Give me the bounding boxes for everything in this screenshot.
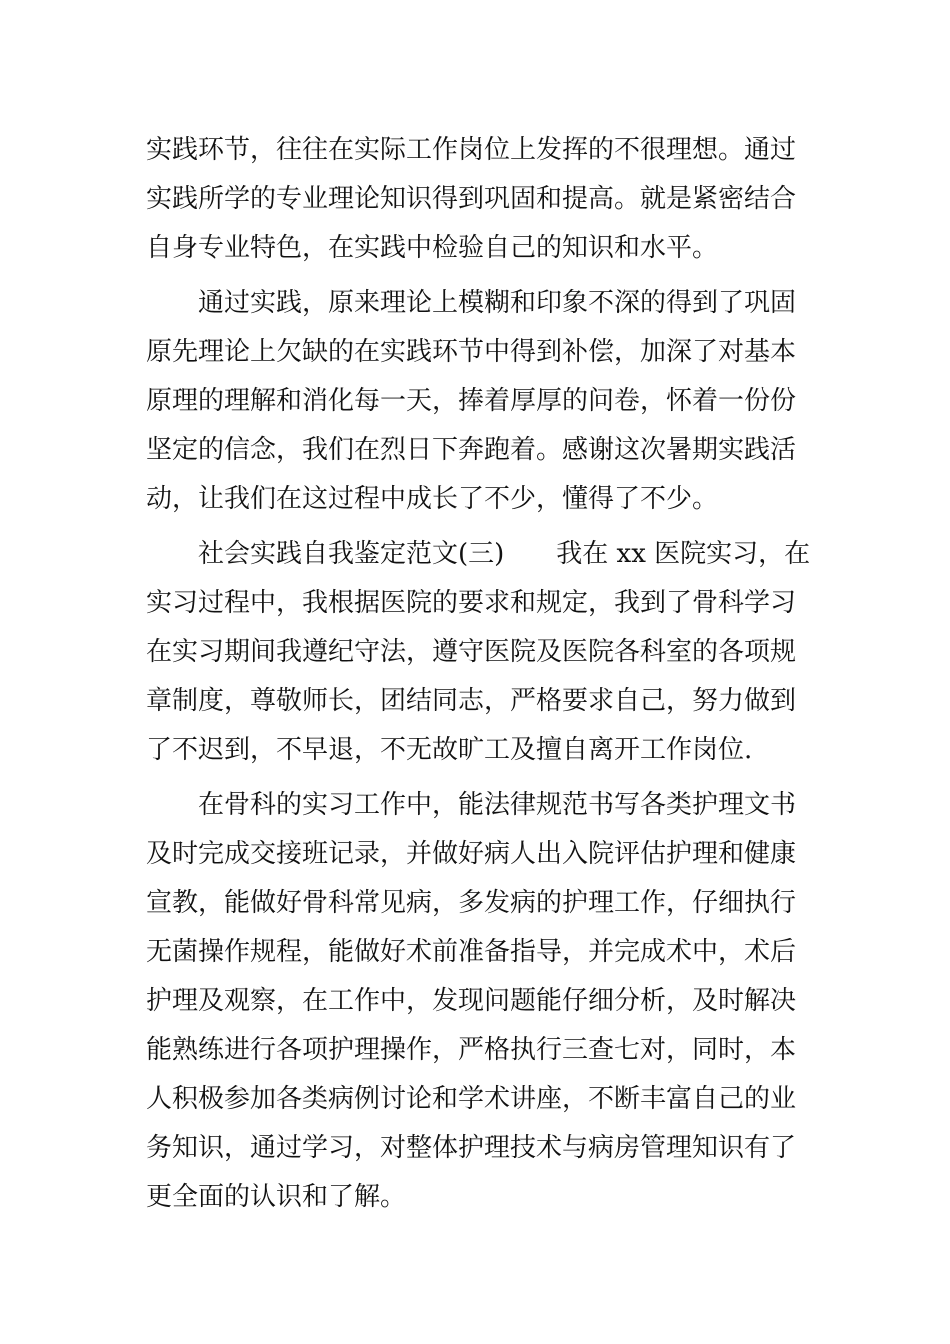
text-line: 无菌操作规程，能做好术前准备指导，并完成术中，术后 [146,937,797,967]
text-line: 原先理论上欠缺的在实践环节中得到补偿，加深了对基本 [146,337,797,367]
text-line: 实践所学的专业理论知识得到巩固和提高。就是紧密结合 [146,184,797,214]
text-line: 了不迟到，不早退，不无故旷工及擅自离开工作岗位. [146,735,753,765]
text-line: 在骨科的实习工作中，能法律规范书写各类护理文书 [198,790,797,820]
text-line: 社会实践自我鉴定范文(三) 我在 xx 医院实习，在 [198,539,811,569]
text-line: 人积极参加各类病例讨论和学术讲座，不断丰富自己的业 [146,1084,797,1114]
text-line: 在实习期间我遵纪守法，遵守医院及医院各科室的各项规 [146,637,797,667]
text-line: 原理的理解和消化每一天，捧着厚厚的问卷，怀着一份份 [146,386,797,416]
text-line: 及时完成交接班记录，并做好病人出入院评估护理和健康 [146,839,797,869]
text-line: 护理及观察，在工作中，发现问题能仔细分析，及时解决 [146,986,797,1016]
paragraph [146,781,806,1222]
text-line: 坚定的信念，我们在烈日下奔跑着。感谢这次暑期实践活 [146,435,797,465]
paragraph [146,126,806,273]
text-line: 通过实践，原来理论上模糊和印象不深的得到了巩固 [198,288,797,318]
text-line: 实践环节，往往在实际工作岗位上发挥的不很理想。通过 [146,135,797,165]
text-line: 实习过程中，我根据医院的要求和规定，我到了骨科学习 [146,588,797,618]
paragraph [146,279,806,524]
text-line: 务知识，通过学习，对整体护理技术与病房管理知识有了 [146,1133,797,1163]
text-line: 章制度，尊敬师长，团结同志，严格要求自己，努力做到 [146,686,797,716]
text-line: 能熟练进行各项护理操作，严格执行三查七对，同时，本 [146,1035,797,1065]
text-line: 动，让我们在这过程中成长了不少，懂得了不少。 [146,484,719,514]
paragraph [146,530,811,775]
text-line: 自身专业特色，在实践中检验自己的知识和水平。 [146,233,719,263]
text-line: 宣教，能做好骨科常见病，多发病的护理工作，仔细执行 [146,888,797,918]
text-line: 更全面的认识和了解。 [146,1182,407,1212]
document-body [146,126,811,1222]
